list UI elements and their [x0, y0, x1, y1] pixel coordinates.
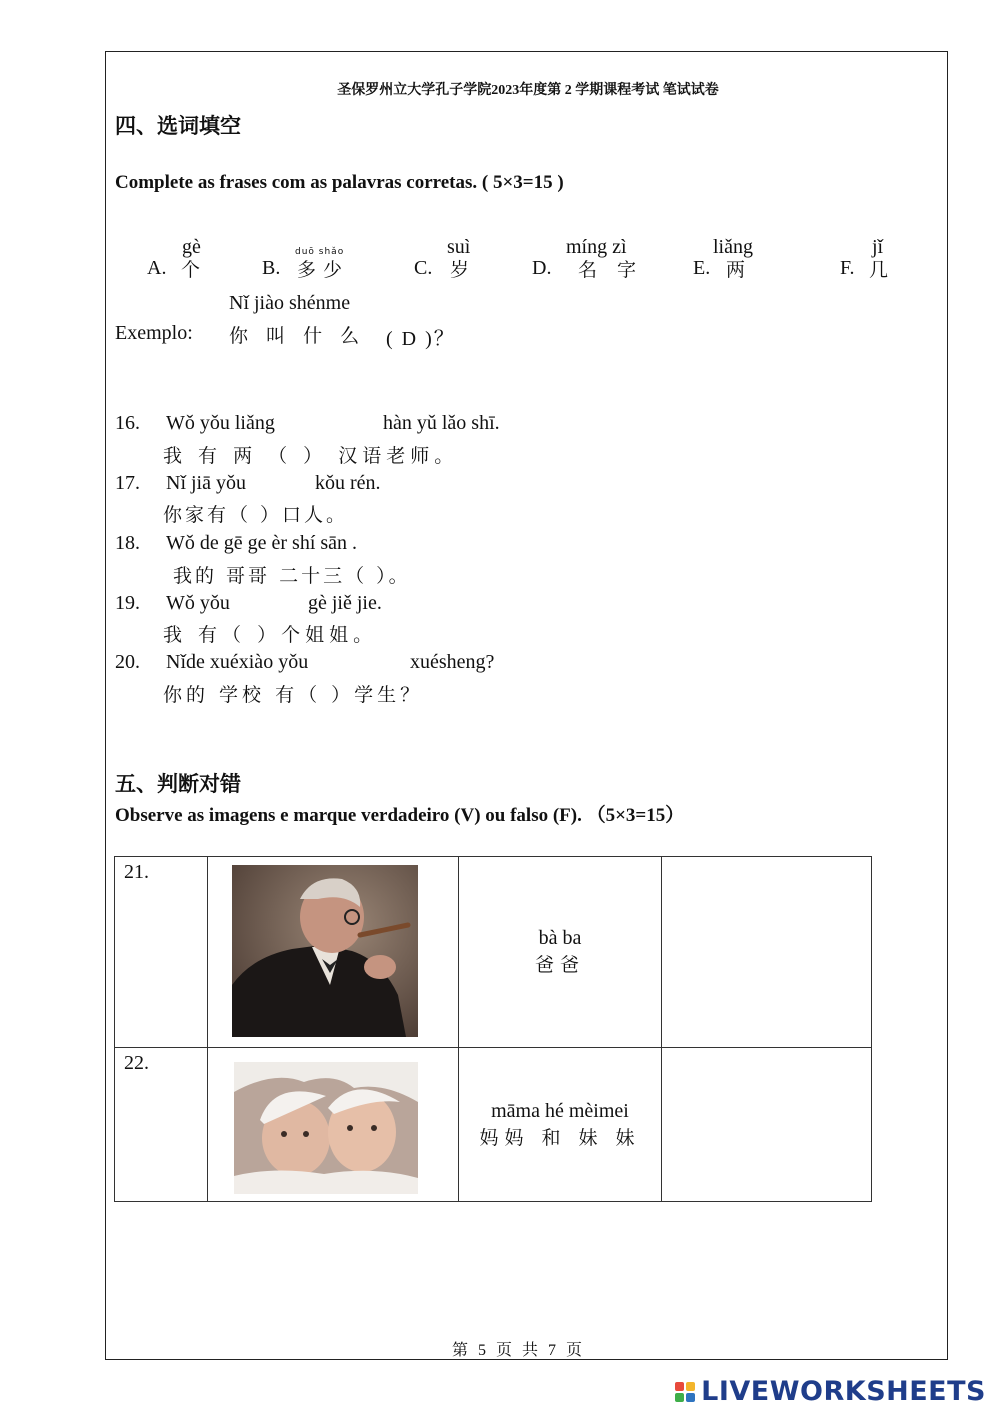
exam-header: 圣保罗州立大学孔子学院2023年度第 2 学期课程考试 笔试试卷 — [337, 83, 719, 98]
question-pinyin: Wǒ yǒu liǎng — [166, 412, 275, 434]
question-number: 20. — [115, 651, 140, 673]
option-b-letter: B. — [262, 257, 281, 279]
question-pinyin: Wǒ de gē ge èr shí sān . — [166, 532, 358, 554]
option-f-pinyin: jǐ — [872, 236, 884, 258]
section5-instruction: Observe as imagens e marque verdadeiro (V) ou falso (F). （5×3=15） — [115, 805, 685, 826]
word-pinyin: māma hé mèimei — [491, 1099, 629, 1122]
option-e-hanzi: 两 — [726, 259, 753, 281]
word-cell — [459, 857, 662, 1048]
question-number: 19. — [115, 592, 140, 614]
logo-text: LIVEWORKSHEETS — [701, 1376, 986, 1407]
option-c-letter: C. — [414, 257, 433, 279]
row-number: 22. — [115, 1048, 208, 1202]
table-row — [115, 1048, 872, 1202]
question-hanzi: 你家有（ ）口人。 — [163, 504, 349, 526]
question-pinyin-end: gè jiě jie. — [308, 592, 382, 614]
option-f-hanzi: 几 — [869, 259, 896, 281]
example-pinyin: Nǐ jiào shénme — [229, 292, 351, 314]
question-number: 18. — [115, 532, 140, 554]
man-with-cigar-photo-icon — [232, 865, 418, 1037]
section4-instruction: Complete as frases com as palavras corretas. ( 5×3=15 ) — [115, 172, 564, 193]
row-number: 21. — [115, 857, 208, 1048]
section4-heading: 四、选词填空 — [115, 114, 241, 138]
option-d-letter: D. — [532, 257, 552, 279]
option-a-pinyin: gè — [182, 236, 201, 258]
option-c-pinyin: suì — [447, 236, 471, 258]
option-d-hanzi: 名 字 — [578, 259, 644, 281]
two-children-towels-photo-icon — [234, 1062, 418, 1194]
example-label: Exemplo: — [115, 322, 193, 344]
option-d-pinyin: míng zì — [566, 236, 627, 258]
option-e-letter: E. — [693, 257, 711, 279]
option-b-pinyin: duō shǎo — [295, 247, 345, 257]
question-hanzi: 你的 学校 有（ ）学生？ — [163, 684, 424, 706]
question-hanzi: 我 有 两 （ ） 汉语老师。 — [163, 445, 459, 467]
question-number: 16. — [115, 412, 140, 434]
true-false-table — [114, 856, 872, 1202]
option-a-hanzi: 个 — [181, 259, 208, 281]
answer-cell[interactable] — [662, 1048, 872, 1202]
page-number: 第 5 页 共 7 页 — [452, 1342, 586, 1359]
answer-cell[interactable] — [662, 857, 872, 1048]
liveworksheets-logo[interactable] — [675, 1376, 986, 1407]
table-row — [115, 857, 872, 1048]
question-pinyin-end: hàn yǔ lǎo shī. — [383, 412, 500, 434]
word-hanzi: 妈妈 和 妹 妹 — [479, 1126, 641, 1149]
word-pinyin: bà ba — [538, 927, 582, 949]
option-e-pinyin: liǎng — [713, 236, 753, 258]
example-hanzi: 你 叫 什 么 — [229, 325, 366, 347]
photo-cell — [208, 857, 459, 1048]
question-pinyin-end: kǒu rén. — [315, 472, 381, 494]
question-pinyin-end: xuésheng? — [410, 651, 495, 673]
option-a-letter: A. — [147, 257, 167, 279]
option-b-hanzi: 多少 — [297, 259, 350, 281]
question-number: 17. — [115, 472, 140, 494]
question-pinyin: Nǐ jiā yǒu — [166, 472, 246, 494]
logo-icon — [675, 1382, 695, 1402]
word-cell — [459, 1048, 662, 1202]
question-pinyin: Nǐde xuéxiào yǒu — [166, 651, 309, 673]
section5-heading: 五、判断对错 — [115, 772, 241, 796]
photo-cell — [208, 1048, 459, 1202]
option-c-hanzi: 岁 — [450, 259, 477, 281]
option-f-letter: F. — [840, 257, 855, 279]
question-hanzi: 我 有（ ）个姐姐。 — [163, 624, 378, 646]
question-pinyin: Wǒ yǒu — [166, 592, 230, 614]
example-answer: ( D )？ — [386, 328, 456, 350]
question-hanzi: 我的 哥哥 二十三（ ）。 — [173, 565, 411, 587]
word-hanzi: 爸爸 — [534, 954, 585, 976]
